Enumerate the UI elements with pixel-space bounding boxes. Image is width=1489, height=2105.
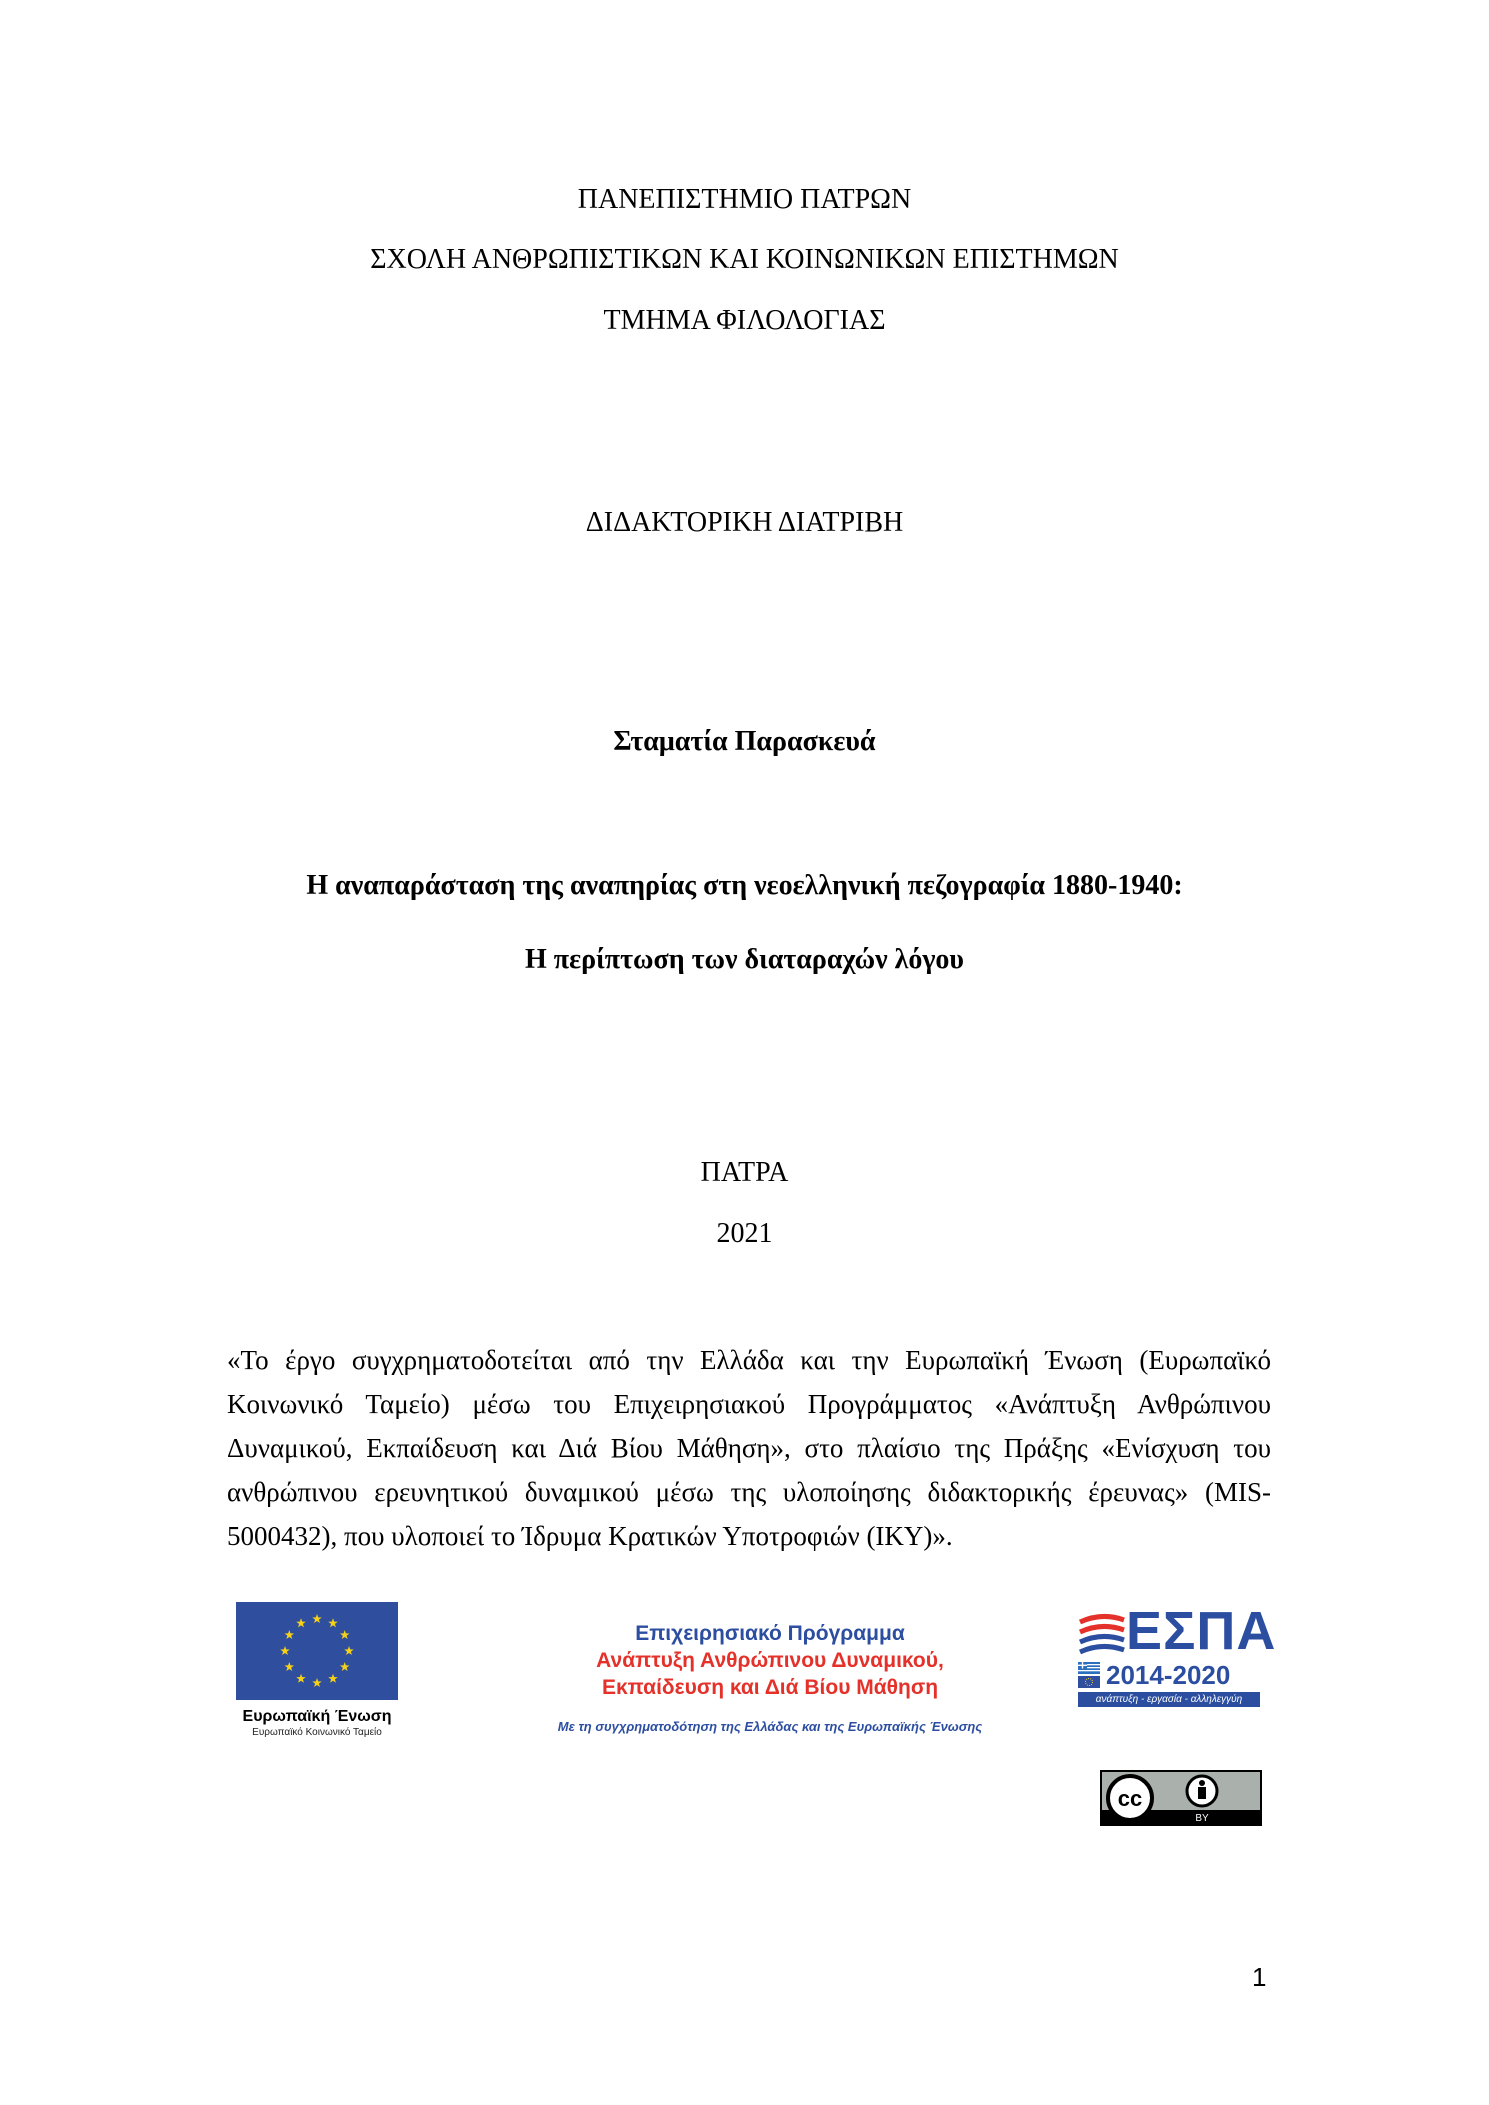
eu-caption: Ευρωπαϊκή Ένωση bbox=[242, 1708, 392, 1725]
eu-star bbox=[296, 1674, 306, 1683]
op-line-1: Επιχειρησιακό Πρόγραμμα bbox=[635, 1622, 905, 1645]
page-number: 1 bbox=[1252, 1962, 1267, 1992]
eu-star bbox=[285, 1630, 295, 1639]
espa-years: 2014-2020 bbox=[1106, 1660, 1231, 1690]
op-line-2: Ανάπτυξη Ανθρώπινου Δυναμικού, bbox=[596, 1649, 944, 1672]
department-name: ΤΜΗΜΑ ΦΙΛΟΛΟΓΙΑΣ bbox=[603, 305, 886, 336]
op-cofinancing-line: Με τη συγχρηματοδότηση της Ελλάδας και της Ευρωπαϊκής Ένωσης bbox=[557, 1719, 983, 1734]
place: ΠΑΤΡΑ bbox=[700, 1157, 789, 1188]
eu-small-flag-icon bbox=[1078, 1676, 1100, 1688]
school-name: ΣΧΟΛΗ ΑΝΘΡΩΠΙΣΤΙΚΩΝ ΚΑΙ ΚΟΙΝΩΝΙΚΩΝ ΕΠΙΣΤΗΜΩΝ bbox=[370, 244, 1119, 275]
title-line-2: Η περίπτωση των διαταραχών λόγου bbox=[525, 944, 964, 975]
by-text: BY bbox=[1195, 1813, 1209, 1824]
espa-title: ΕΣΠΑ bbox=[1126, 1601, 1277, 1661]
funding-statement: «Το έργο συγχρηματοδοτείται από την Ελλάδα και την Ευρωπαϊκή Ένωση (Ευρωπαϊκό Κοινωνικό Ταμείο) μέσω του Επιχειρησιακού Προγράμματος «Ανάπτυξη Ανθρώπινου Δυναμικού, Εκπαίδευση και Διά Βίου Μάθηση», στο πλαίσιο της Πράξης «Ενίσχυση του ανθρώπινου ερευνητικού δυναμικού μέσω της υλοποίησης διδακτορικής έρευνας» (MIS-5000432), που υλοποιεί το Ίδρυμα Κρατικών Υποτροφιών (ΙΚΥ)». bbox=[227, 1345, 1271, 1551]
eu-star bbox=[340, 1662, 350, 1671]
espa-logo bbox=[1078, 1601, 1277, 1707]
eu-star bbox=[285, 1662, 295, 1671]
year: 2021 bbox=[716, 1218, 773, 1249]
eu-star bbox=[312, 1678, 322, 1687]
eu-star bbox=[340, 1630, 350, 1639]
greek-flag-icon bbox=[1078, 1662, 1100, 1674]
eu-star bbox=[344, 1646, 354, 1655]
operational-programme-logo bbox=[500, 1620, 1040, 1734]
cc-by-license-badge bbox=[1100, 1770, 1262, 1826]
espa-tagline: ανάπτυξη - εργασία - αλληλεγγύη bbox=[1078, 1692, 1260, 1707]
eu-star bbox=[296, 1618, 306, 1627]
espa-swoosh-icon bbox=[1078, 1612, 1126, 1656]
eu-star bbox=[312, 1614, 322, 1623]
eu-flag-icon bbox=[236, 1602, 398, 1700]
eu-logo bbox=[236, 1602, 398, 1738]
op-line-3: Εκπαίδευση και Διά Βίου Μάθηση bbox=[601, 1676, 939, 1699]
university-name: ΠΑΝΕΠΙΣΤΗΜΙΟ ΠΑΤΡΩΝ bbox=[577, 184, 912, 215]
eu-star bbox=[328, 1674, 338, 1683]
title-line-1: Η αναπαράσταση της αναπηρίας στη νεοελληνική πεζογραφία 1880-1940: bbox=[306, 870, 1183, 901]
eu-star bbox=[280, 1646, 290, 1655]
cc-text: cc bbox=[1117, 1786, 1143, 1811]
author-name: Σταματία Παρασκευά bbox=[613, 726, 876, 757]
eu-subcaption: Ευρωπαϊκό Κοινωνικό Ταμείο bbox=[252, 1727, 382, 1738]
document-type: ΔΙΔΑΚΤΟΡΙΚΗ ΔΙΑΤΡΙΒΗ bbox=[585, 507, 904, 538]
eu-star bbox=[328, 1618, 338, 1627]
